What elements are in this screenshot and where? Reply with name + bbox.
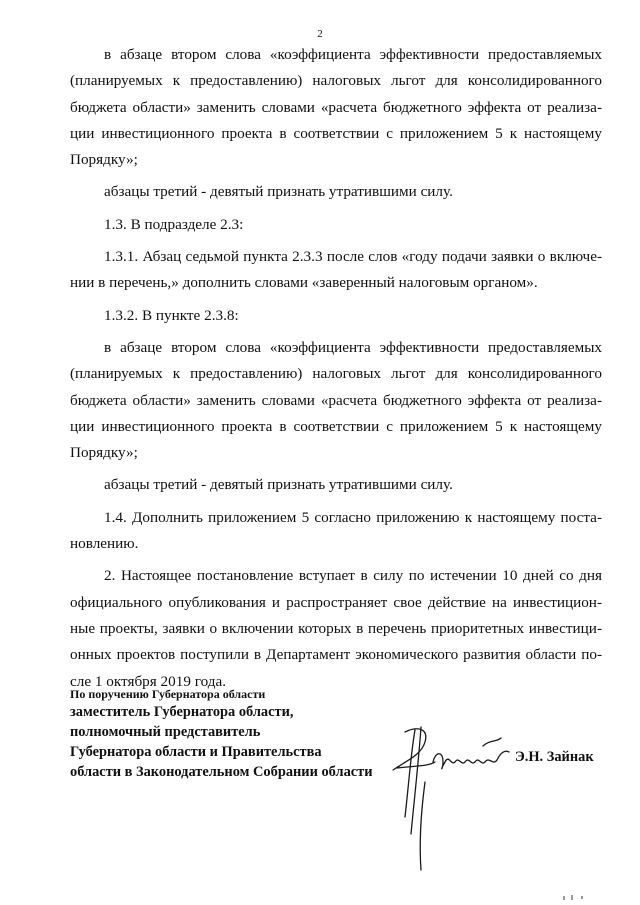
signature-position-line-1: заместитель Губернатора области, <box>70 704 294 720</box>
paragraph-9: 2. Настоящее постановление вступает в силу по истечении 10 дней со дня официального опубликования и распространяет свое действие на инвестиционные проекты, заявки о включении которых в перечень приоритетных инвестиционных проектов поступили в Департамент экономического развития области после 1 октября 2019 года. <box>70 567 602 690</box>
paragraph-2: абзацы третий - девятый признать утратившими силу. <box>104 183 453 201</box>
paragraph-6: в абзаце втором слова «коэффициента эффективности предоставляемых (планируемых к предоставлению) налоговых льгот для консолидированного бюджета области» заменить словами «расчета бюджетного эффекта от реализации инвестиционного проекта в соответствии с приложением 5 к настоящему Порядку»; <box>70 338 602 462</box>
scan-artifact <box>562 893 586 901</box>
page-number: 2 <box>317 28 323 40</box>
signature-position-line-4: области в Законодательном Собрании области <box>70 764 373 780</box>
paragraph-8: 1.4. Дополнить приложением 5 согласно приложению к настоящему постановлению. <box>70 508 602 553</box>
paragraph-1: в абзаце втором слова «коэффициента эффективности предоставляемых (планируемых к предоставлению) налоговых льгот для консолидированного бюджета области» заменить словами «расчета бюджетного эффекта от реализации инвестиционного проекта в соответствии с приложением 5 к настоящему Порядку»; <box>70 46 602 169</box>
signer-name: Э.Н. Зайнак <box>515 749 594 765</box>
paragraph-3: 1.3. В подразделе 2.3: <box>104 215 244 233</box>
handwritten-signature <box>385 722 515 872</box>
paragraph-5: 1.3.2. В пункте 2.3.8: <box>104 306 239 324</box>
signature-authority-line: По поручению Губернатора области <box>70 687 266 701</box>
signature-position-line-2: полномочный представитель <box>70 724 261 740</box>
paragraph-7: абзацы третий - девятый признать утратившими силу. <box>104 476 453 494</box>
signature-position-line-3: Губернатора области и Правительства <box>70 744 322 760</box>
paragraph-4: 1.3.1. Абзац седьмой пункта 2.3.3 после слов «году подачи заявки о включении в перечень,» дополнить словами «заверенный налоговым органом». <box>70 248 602 292</box>
signature-block <box>70 686 610 782</box>
document-body <box>70 42 602 701</box>
